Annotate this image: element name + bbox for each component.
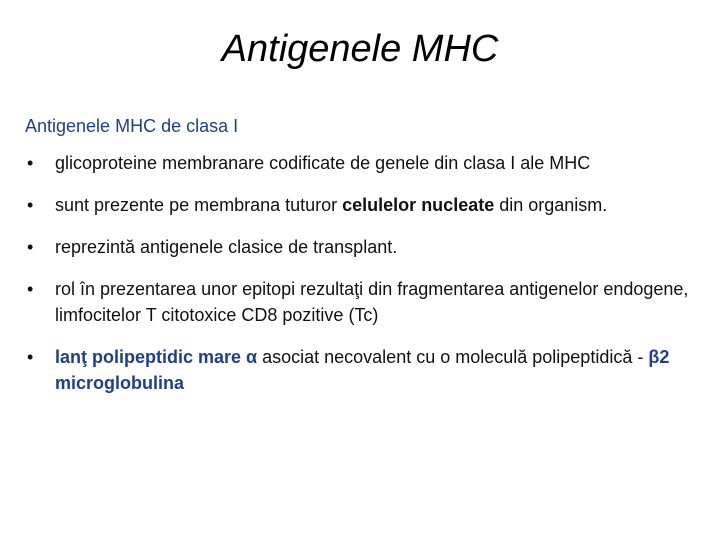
bullet-text: rol în prezentarea unor epitopi rezultaţi din fragmentarea antigenelor endogene, limfocitelor T citotoxice CD8 pozitive (Tc)	[55, 279, 689, 325]
bullet-item-4	[25, 276, 695, 328]
bullet-text-bold-beta2: β2 microglobulina	[55, 347, 670, 393]
bullet-marker: •	[27, 237, 34, 257]
section-subtitle: Antigenele MHC de clasa I	[25, 116, 239, 136]
bullet-item-5	[25, 344, 695, 396]
slide-title: Antigenele MHC	[221, 28, 499, 70]
bullet-text-bold: celulelor nucleate	[342, 195, 495, 215]
alpha-symbol: α	[246, 347, 258, 367]
bullet-text-mid: asociat necovalent cu o moleculă polipeptidică -	[257, 347, 649, 367]
bullet-marker: •	[27, 195, 34, 215]
bullet-item-1	[25, 150, 695, 176]
bullet-item-3	[25, 234, 695, 260]
bullet-text-before: sunt prezente pe membrana tuturor	[55, 195, 343, 215]
bullet-text-after: din organism.	[494, 195, 608, 215]
bullet-marker: •	[27, 153, 34, 173]
bullet-marker: •	[27, 279, 34, 299]
bullet-marker: •	[27, 347, 34, 367]
bullet-text-bold-chain: lanţ polipeptidic mare	[55, 347, 247, 367]
bullet-item-2	[25, 192, 695, 218]
bullet-text: glicoproteine membranare codificate de genele din clasa I ale MHC	[55, 153, 591, 173]
bullet-list	[25, 150, 695, 412]
bullet-text: reprezintă antigenele clasice de transplant.	[55, 237, 398, 257]
